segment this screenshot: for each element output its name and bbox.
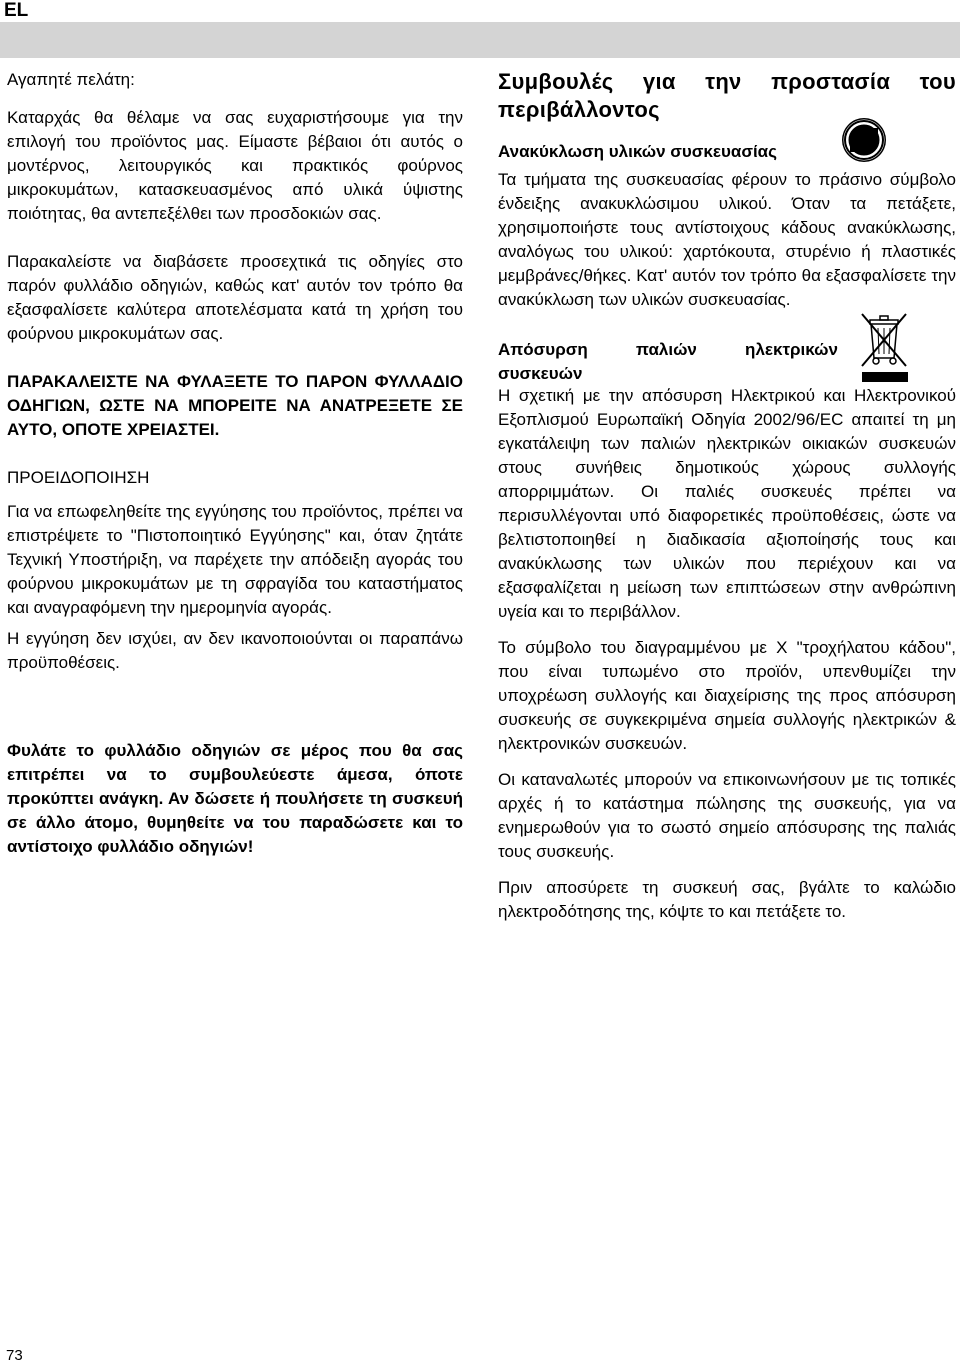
right-column [498,68,956,924]
greeting: Αγαπητέ πελάτη: [7,70,135,89]
warranty-invalid-paragraph: Η εγγύηση δεν ισχύει, αν δεν ικανοποιούνται οι παραπάνω προϋποθέσεις. [7,629,463,672]
consumer-paragraph: Οι καταναλωτές μπορούν να επικοινωνήσουν με τις τοπικές αρχές ή το κατάστημα πώλησης της συσκευής, για να ενημερωθούν για το σωστό σημείο απόσυρσης της παλιάς τους συσκευής. [498,770,956,861]
header-grey-band [0,22,960,58]
disposal-paragraph: Η σχετική με την απόσυρση Ηλεκτρικού και Ηλεκτρονικού Εξοπλισμού Ευρωπαϊκή Οδηγία 2002/96/EC απαιτεί τη μη εγκατάλειψη των παλιών ηλεκτρικών οικιακών συσκευών στους συνήθεις δημοτικούς χώρους συλλογής απορριμμάτων. Οι παλιές συσκευές πρέπει να περισυλλέγονται υπό διαφορετικές προϋποθέσεις, ώστε να βελτιστοποιηθεί η διαδικασία αξιοποίησής τους και ανακύκλωσης των υλικών που περιέχουν και να εξασφαλίζεται η μείωση των επιπτώσεων στην ανθρώπινη υγεία και το περιβάλλον. [498,386,956,621]
packaging-title: Ανακύκλωση υλικών συσκευασίας [498,142,777,161]
keep-manual-paragraph: Φυλάτε το φυλλάδιο οδηγιών σε μέρος που θα σας επιτρέπει να το συμβουλεύεστε άμεσα, όποτε προκύπτει ανάγκη. Αν δώσετε ή πουλήσετε τη συσκευή σε άλλο άτομο, θυμηθείτε να του παραδώσετε και το αντίστοιχο φυλλάδιο οδηγιών! [7,741,463,856]
page-number: 73 [6,1347,23,1364]
language-code: EL [0,0,84,22]
warning-title: ΠΡΟΕΙΔΟΠΟΙΗΣΗ [7,468,150,487]
environment-title: Συμβουλές για την προστασία του περιβάλλοντος [498,69,956,122]
symbol-paragraph: Το σύμβολο του διαγραμμένου με Χ "τροχήλατου κάδου", που είναι τυπωμένο στο προϊόν, υπενθυμίζει την υποχρέωση συλλογής και διαχείρισης της προς απόσυρση συσκευής σε συγκεκριμένα σημεία συλλογής ηλεκτρικών & ηλεκτρονικών συσκευών. [498,638,956,753]
warranty-paragraph: Για να επωφεληθείτε της εγγύησης του προϊόντος, πρέπει να επιστρέψετε το "Πιστοποιητικό Εγγύησης" και, όταν ζητάτε Τεχνική Υποστήριξη, να παρέχετε την απόδειξη αγοράς του φούρνου μικροκυμάτων με τη σφραγίδα του καταστήματος και αναγραφόμενη την ημερομηνία αγοράς. [7,502,463,617]
header-bar [0,0,960,58]
packaging-paragraph: Τα τμήματα της συσκευασίας φέρουν το πράσινο σύμβολο ένδειξης ανακυκλώσιμου υλικού. Όταν τα πετάξετε, χρησιμοποιήστε τους αντίστοιχους κάδους ανακύκλωσης, αναλόγως του υλικού: χαρτόκουτα, στυρένιο ή πλαστικές μεμβράνες/θήκες. Κατ' αυτόν τον τρόπο θα εξασφαλίσετε την ανακύκλωση των υλικών συσκευασίας. [498,170,956,309]
recycle-icon [840,116,888,164]
keep-notice-paragraph: ΠΑΡΑΚΑΛΕΙΣΤΕ ΝΑ ΦΥΛΑΞΕΤΕ ΤΟ ΠΑΡΟΝ ΦΥΛΛΑΔΙΟ ΟΔΗΓΙΩΝ, ΩΣΤΕ ΝΑ ΜΠΟΡΕΙΤΕ ΝΑ ΑΝΑΤΡΕΞΕΤΕ ΣΕ ΑΥΤΟ, ΟΠΟΤΕ ΧΡΕΙΑΣΤΕΙ. [7,372,463,439]
packaging-heading-row [498,140,956,164]
before-disposal-paragraph: Πριν αποσύρετε τη συσκευή σας, βγάλτε το καλώδιο ηλεκτροδότησης της, κόψτε το και πετάξετε το. [498,878,956,921]
disposal-title: Απόσυρση παλιών ηλεκτρικών συσκευών [498,340,838,383]
intro-paragraph: Καταρχάς θα θέλαμε να σας ευχαριστήσουμε για την επιλογή του προϊόντος μας. Είμαστε βέβαιοι ότι αυτός ο μοντέρνος, λειτουργικός και πρακτικός φούρνος μικροκυμάτων, κατασκευασμένος από υλικά ύψιστης ποιότητας, θα αντεπεξέλθει των προσδοκιών σας. [7,108,463,223]
weee-bin-icon [858,310,910,386]
disposal-heading-row [498,338,956,386]
left-column [7,68,463,859]
read-instructions-paragraph: Παρακαλείστε να διαβάσετε προσεχτικά τις οδηγίες στο παρόν φυλλάδιο οδηγιών, καθώς κατ' αυτόν τον τρόπο θα εξασφαλίσετε καλύτερα αποτελέσματα κατά τη χρήση του φούρνου μικροκυμάτων σας. [7,252,463,343]
